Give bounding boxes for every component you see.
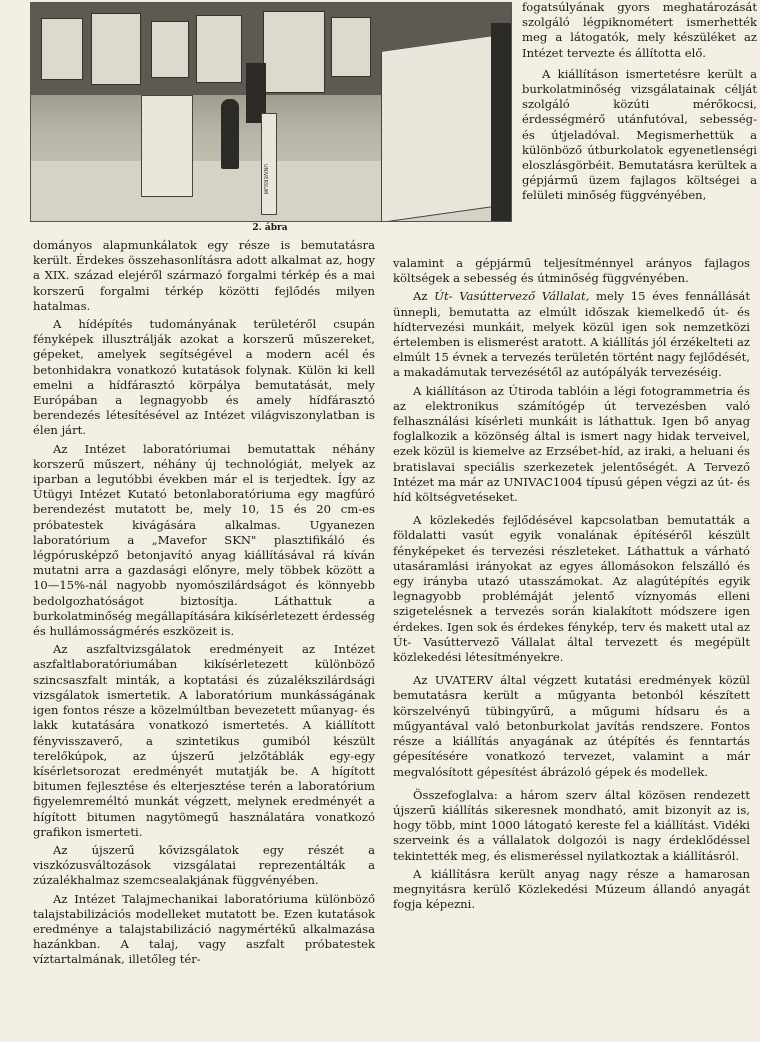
right-column <box>393 256 750 912</box>
paragraph: dományos alapmunkálatok egy része is bemutatásra került. Érdekes összehasonlításra adott alkalmat az, hogy a XIX. század elejéről származó forgalmi térkép és a mai korszerű forgalmi térkép közötti fejlődés milyen hatalmas. <box>33 238 375 313</box>
paragraph: A kiállításra került anyag nagy része a hamarosan megnyitásra kerülő Közlekedési Múzeum állandó anyagát fogja képezni. <box>393 866 750 912</box>
paragraph: A kiállításon az Útiroda tablóin a légi fotogrammetria és az elektronikus számítógép út tervezésben való felhasználási kísérleti munkáit is láthattuk. Igen bő anyag foglalkozik a közönség által is ismert nagy hidak terveivel, ezek közül is kiemelve az Erzsébet-híd, az iraki, a heluani és bratislavai speciális szerkezetek jelentőségét. A Tervező Intézet ma már az UNIVAC1004 típusú gépen végzi az út- és híd költségvetéseket. <box>393 383 750 505</box>
paragraph: Az UVATERV által végzett kutatási eredmények közül bemutatásra került a műgyanta betonból készített körszelvényű tübingyűrű, a műgumi hídsaru és a műgyantával való betonburkolat javítás rendszere. Fontos része a kiállítás anyagának az útépítés és fenntartás gépesítésére vonatkozó tervezet, valamint a már megvalósított gépesítést ábrázoló gépek és modellek. <box>393 673 750 779</box>
paragraph: Az aszfaltvizsgálatok eredményeit az Intézet aszfaltlaboratóriumában kikísérletezett különböző szincsaszfalt minták, a koptatási és zúzalékszilárdsági vizsgálatok ismertetik. A laboratórium munkásságának igen fontos része a közelmúltban bevezetett műanyag- és lakk kutatására vonatkozó ismertetés. A kiállított fényvisszaverő, a szintetikus gumiból készült terelőkúpok, az újszerű jelzőtáblák egy-egy kísérletsorozat eredményét mutatják be. A hígított bitumen fejlesztése és elterjesztése terén a laboratórium figyelemreméltó munkát végzett, melynek eredményét a hígított bitumen nagytömegű használatára vonatkozó grafikon ismerteti. <box>33 642 375 839</box>
photo-panel-5 <box>263 11 325 93</box>
photo-stand-label: UNIVERSUM <box>262 164 268 195</box>
company-name: Út- Vasúttervező Vállalat, <box>434 289 590 304</box>
photo-display-stand-center <box>261 113 277 215</box>
paragraph: A közlekedés fejlődésével kapcsolatban bemutatták a földalatti vasút egyik vonalának építéséről készült fényképeket és tervezési részleteket. Láthattuk a várható utasáramlási irányokat az egyes állomásokon felszálló és egy irányba utazó utasszámokat. Az alagútépítés egyik legnagyobb problémáját jelentő víznyomás elleni szigetelésnek a tervezés során kialakított módszere igen érdekes. Igen sok és érdekes fénykép, terv és makett utal az Út- Vasúttervező Vállalat által tervezett és megépült közlekedési létesítményekre. <box>393 513 750 665</box>
right-top-column <box>522 0 757 204</box>
photo-display-stand-right <box>381 35 493 222</box>
photo-panel-6 <box>331 17 371 77</box>
photo-display-stand-left <box>141 95 193 197</box>
paragraph: Az Intézet laboratóriumai bemutattak néhány korszerű műszert, néhány új technológiát, melyek az iparban a legutóbbi években már el is terjedtek. Így az Útügyi Intézet Kutató betonlaboratóriuma egy magfúró berendezést mutatott be, mely 10, 15 és 20 cm-es próbatestek kivágására alkalmas. Ugyanezen laboratórium a „Mavefor SKN" plasztifikáló és légpórusképző betonjavító anyag kiállításával rá kíván mutatni arra a gazdasági előnyre, mely többek között a 10—15%-nál nagyobb nyomószilárdságot és könnyebb bedolgozhatóságot biztosítja. Láthattuk a burkolatminőség megállapítására kikísérletezett érdesség és hullámosságmérés eszközeit is. <box>33 441 375 639</box>
paragraph-body: mely 15 éves fennállását ünnepli, bemutatta az elmúlt időszak kiemelkedő út- és hídtervezési munkáit, melyek közül igen sok nemzetközi értelemben is elismerést aratott. A kiállítás jól érzékelteti az elmúlt 15 évnek a tervezés területén történt nagy fejlődését, a makadámutak tervezésétől az autópályák tervezéséig. <box>393 289 750 380</box>
paragraph: Az Intézet Talajmechanikai laboratóriuma különböző talajstabilizációs modelleket mutatott be. Ezen kutatások eredménye a talajstabilizáció nagymértékű alkalmazása hazánkban. A talaj, vagy aszfalt próbatestek víztartalmának, illetőleg tér- <box>33 891 375 967</box>
photo-visitor <box>221 99 239 169</box>
exhibition-photo <box>30 2 512 222</box>
figure-caption: 2. ábra <box>252 223 288 233</box>
photo-panel-2 <box>91 13 141 85</box>
photo-panel-4 <box>196 15 242 83</box>
photo-right-frame <box>491 23 511 222</box>
paragraph: Összefoglalva: a három szerv által közösen rendezett újszerű kiállítás sikeresnek mondható, amit bizonyít az is, hogy több, mint 1000 látogató kereste fel a kiállítást. Vidéki szerveink és a vállalatok dolgozói is nagy érdeklődéssel tekintették meg, és elismeréssel nyilatkoztak a kiállításról. <box>393 787 750 863</box>
paragraph: Az újszerű kővizsgálatok egy részét a viszkózusváltozások vizsgálatai reprezentálták a zúzalékhalmaz szemcsealakjának függvényében. <box>33 842 375 888</box>
paragraph: A kiállításon ismertetésre került a burkolatminőség vizsgálatainak célját szolgáló közúti mérőkocsi, érdességmérő utánfutóval, sebesség- és útjeladóval. Megismerhettük a különböző útburkolatok egyenetlenségi eloszlásgörbéit. Bemutatásra kerültek a gépjármű üzem fajlagos költségei a felületi minőség függvényében, <box>522 66 757 203</box>
paragraph: fogatsúlyának gyors meghatározását szolgáló légpiknométert ismerhették meg a látogatók, mely készüléket az Intézet tervezte és állította elő. <box>522 0 757 60</box>
left-column <box>33 238 375 968</box>
photo-panel-3 <box>151 21 189 78</box>
paragraph: valamint a gépjármű teljesítménnyel arányos fajlagos költségek a sebesség és útminőség függvényében. <box>393 256 750 286</box>
paragraph-uvaterv <box>393 289 750 380</box>
paragraph: A hídépítés tudományának területéről csupán fényképek illusztrálják azokat a korszerű műszereket, gépeket, amelyek segítségével a modern acél és betonhidakra vonatkozó kutatások folynak. Külön ki kell emelni a hídfárasztó körpálya bemutatását, mely Európában a legnagyobb és amely hídfárasztó berendezés létesítésével az Intézet világviszonylatban is élen járt. <box>33 317 375 438</box>
paragraph-prefix: Az <box>413 289 435 304</box>
photo-panel-1 <box>41 18 83 80</box>
